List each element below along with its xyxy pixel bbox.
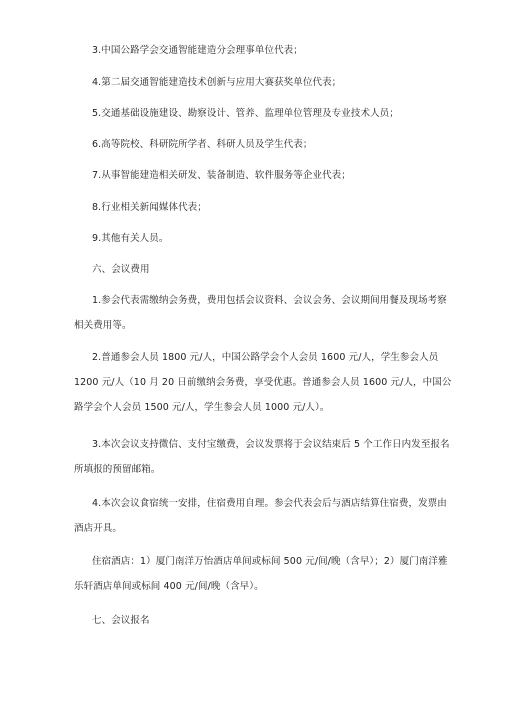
paragraph-item-5: 5.交通基础设施建设、勘察设计、管养、监理单位管理及专业技术人员； bbox=[92, 108, 399, 119]
fee-paragraph-2: 2.普通参会人员 1800 元/人，中国公路学会个人会员 1600 元/人，学生参会人员 1200 元/人（10 月 20 日前缴纳会务费，享受优惠。普通参会人员 1600 元/人，中国公路学会个人会员 1500 元/人，学生参会人员 1000 元/人）。 bbox=[74, 352, 452, 413]
paragraph-item-7: 7.从事智能建造相关研发、装备制造、软件服务等企业代表； bbox=[92, 170, 351, 181]
section-heading-fees: 六、会议费用 bbox=[92, 264, 150, 275]
fee-paragraph-1: 1.参会代表需缴纳会务费，费用包括会议资料、会议会务、会议期间用餐及现场考察相关费用等。 bbox=[74, 295, 447, 331]
fee-paragraph-4: 4.本次会议食宿统一安排，住宿费用自理。参会代表会后与酒店结算住宿费，发票由酒店开具。 bbox=[74, 498, 447, 534]
paragraph-item-8: 8.行业相关新闻媒体代表； bbox=[92, 202, 207, 213]
fee-paragraph-3: 3.本次会议支持微信、支付宝缴费，会议发票将于会议结束后 5 个工作日内发至报名所填报的预留邮箱。 bbox=[74, 439, 450, 475]
paragraph-item-4: 4.第二届交通智能建造技术创新与应用大赛获奖单位代表； bbox=[92, 77, 342, 88]
paragraph-item-9: 9.其他有关人员。 bbox=[92, 233, 169, 244]
hotel-paragraph: 住宿酒店：1）厦门南洋万怡酒店单间或标间 500 元/间/晚（含早）；2）厦门南洋雅乐轩酒店单间或标间 400 元/间/晚（含早）。 bbox=[74, 556, 448, 592]
paragraph-item-3: 3.中国公路学会交通智能建造分会理事单位代表； bbox=[92, 45, 303, 56]
section-heading-registration: 七、会议报名 bbox=[92, 615, 150, 626]
paragraph-item-6: 6.高等院校、科研院所学者、科研人员及学生代表； bbox=[92, 139, 313, 150]
